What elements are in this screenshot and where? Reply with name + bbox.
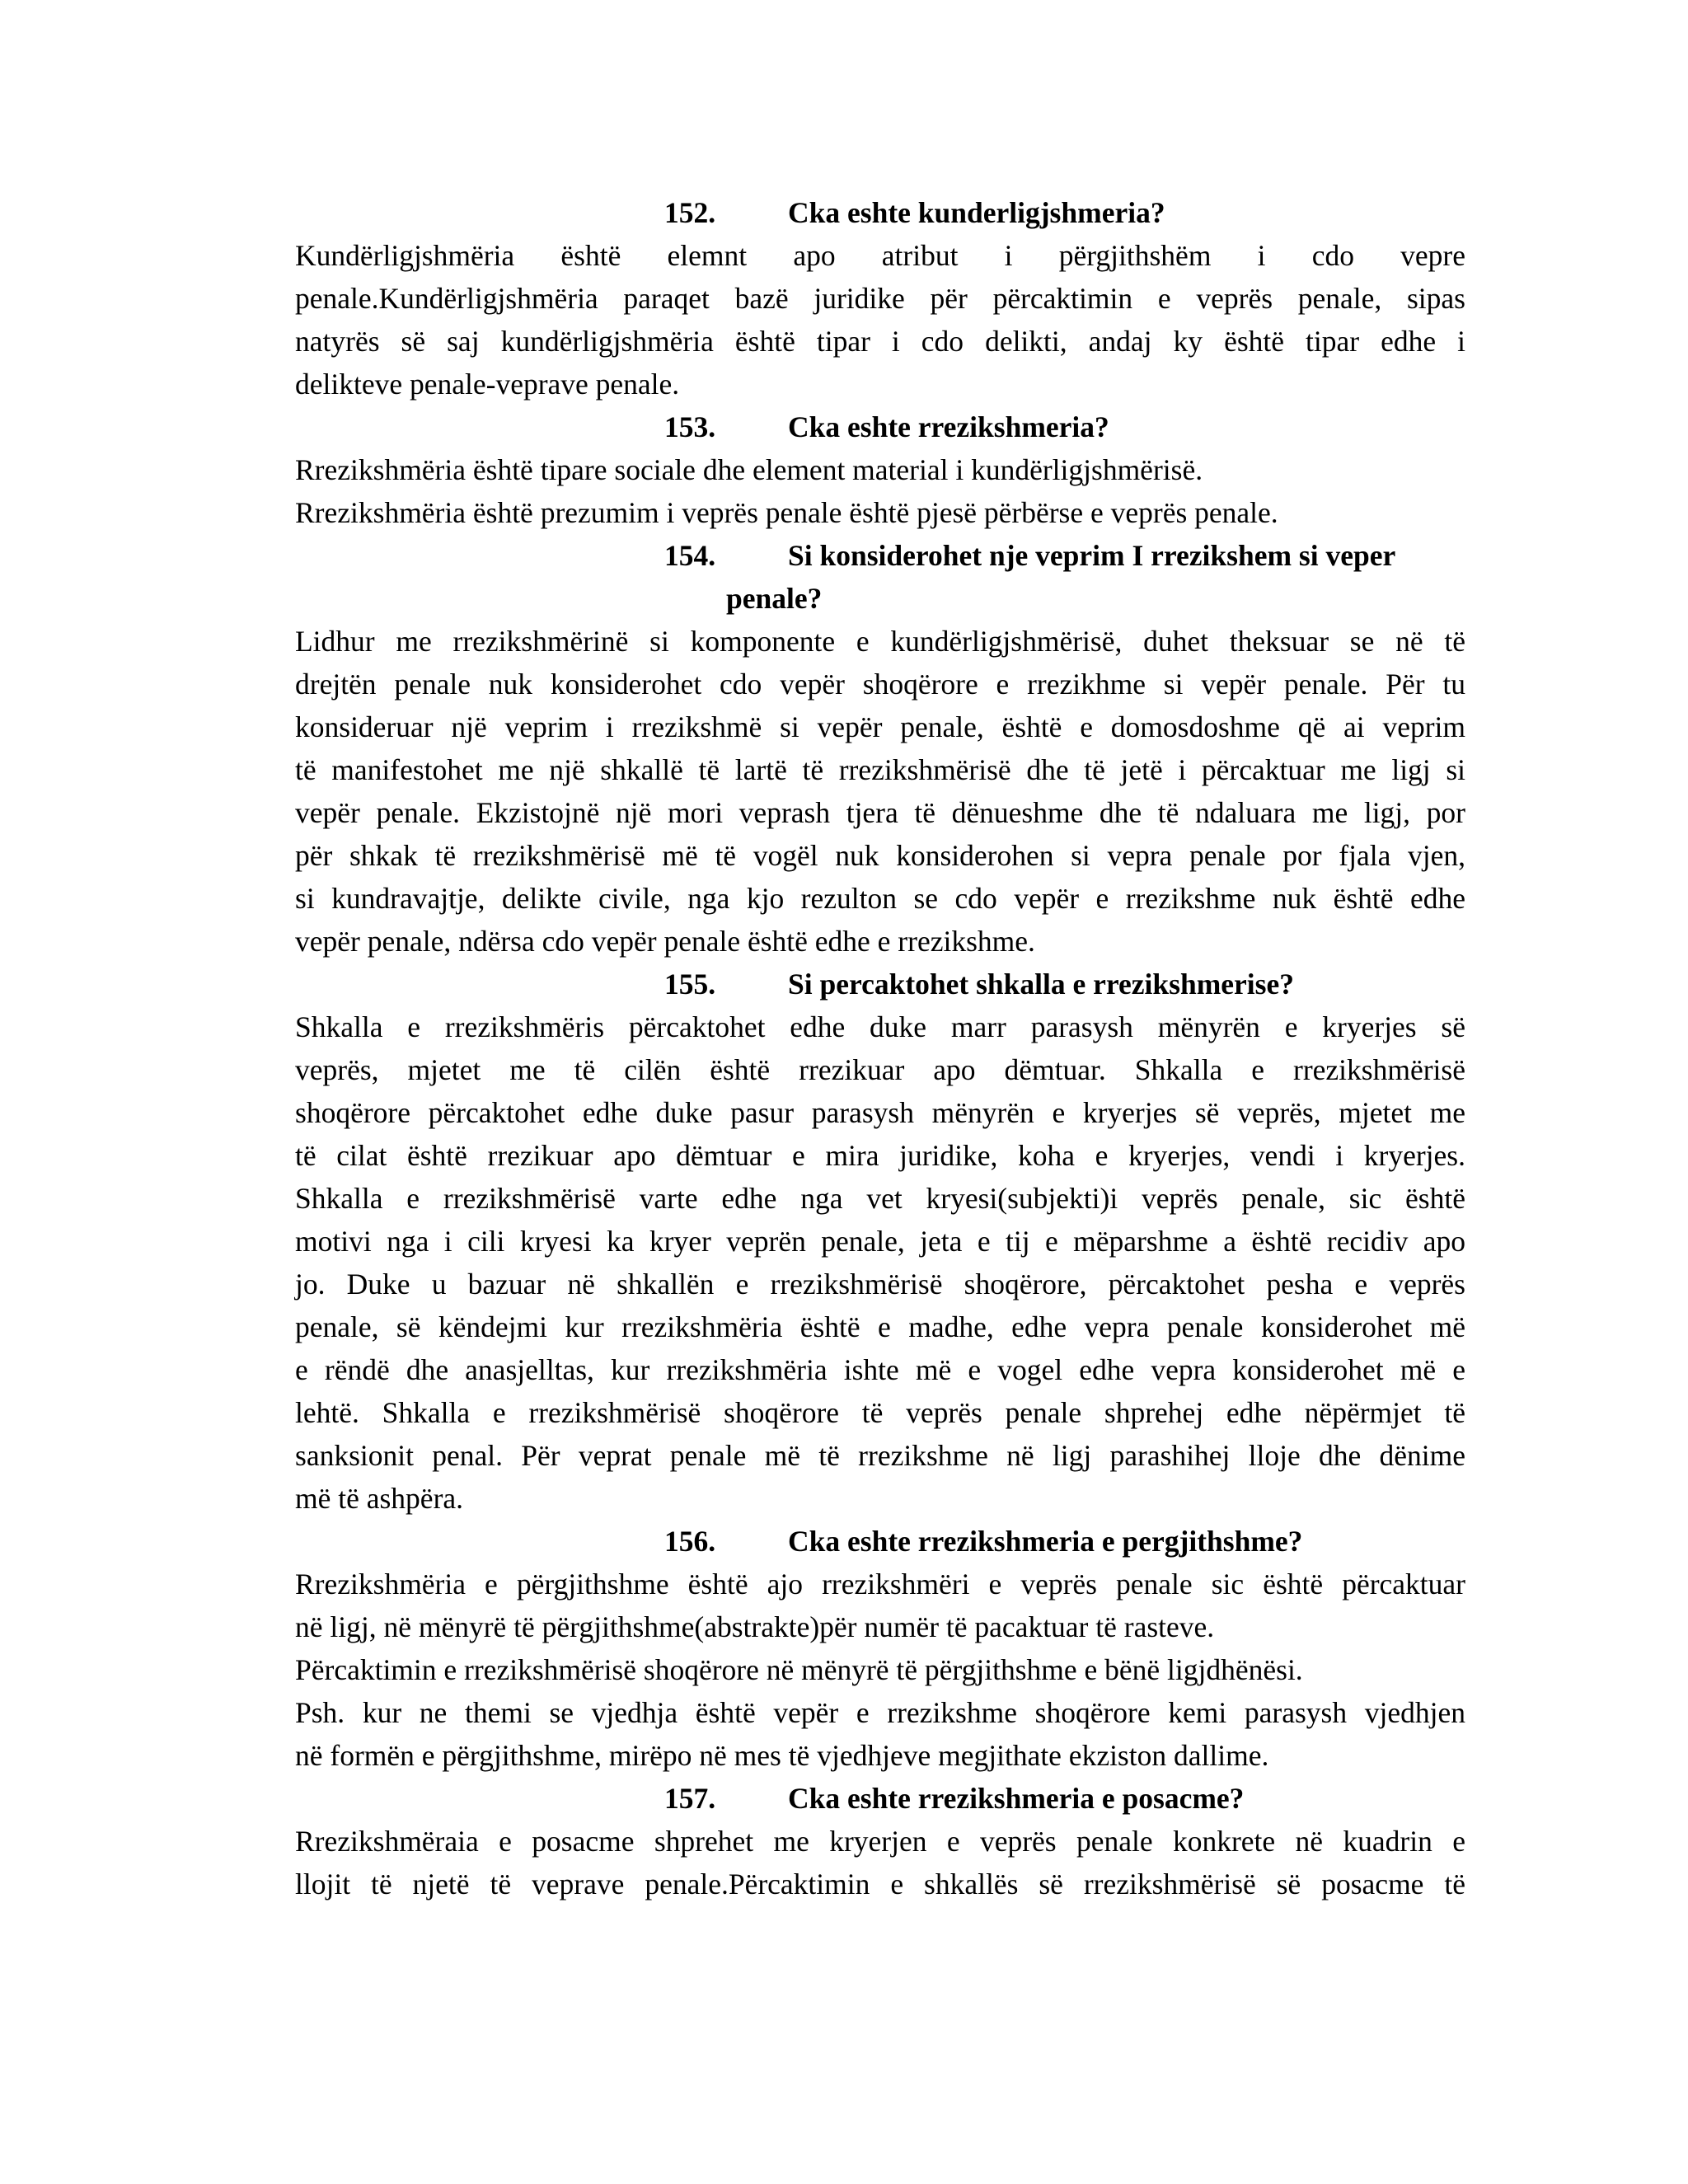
section-title-line: Si konsiderohet nje veprim I rrezikshem si veper [788, 539, 1396, 572]
section-body [295, 620, 1465, 963]
body-line: vepër penale. Ekzistojnë një mori veprash tjera të dënueshme dhe të ndaluara me ligj, por [295, 796, 1465, 829]
section-155 [295, 963, 1465, 1520]
section-title [726, 534, 1396, 620]
body-line: Kundërligjshmëria është elemnt apo atribut i përgjithshëm i cdo vepre [295, 239, 1465, 272]
body-line: në formën e përgjithshme, mirëpo në mes të vjedhjeve megjithate ekziston dallime. [295, 1739, 1269, 1772]
body-line: llojit të njetë të veprave penale.Përcaktimin e shkallës së rrezikshmërisë së posacme të [295, 1868, 1465, 1900]
body-line: shoqërore përcaktohet edhe duke pasur parasysh mënyrën e kryerjes së veprës, mjetet me [295, 1096, 1465, 1129]
section-heading [664, 191, 1465, 234]
section-number: 153. [664, 410, 716, 443]
section-153 [295, 405, 1465, 534]
section-body [295, 234, 1465, 405]
section-152 [295, 191, 1465, 405]
body-line: Përcaktimin e rrezikshmërisë shoqërore në mënyrë të përgjithshme e bënë ligjdhënësi. [295, 1653, 1303, 1686]
body-line: natyrës së saj kundërligjshmëria është tipar i cdo delikti, andaj ky është tipar edhe i [295, 325, 1465, 358]
body-line: motivi nga i cili kryesi ka kryer veprën penale, jeta e tij e mëparshme a është recidiv apo [295, 1225, 1465, 1258]
section-heading [664, 1777, 1465, 1820]
body-line: penale.Kundërligjshmëria paraqet bazë juridike për përcaktimin e veprës penale, sipas [295, 282, 1465, 315]
body-line: Lidhur me rrezikshmërinë si komponente e kundërligjshmërisë, duhet theksuar se në të [295, 625, 1465, 658]
body-line: e rëndë dhe anasjelltas, kur rrezikshmëria ishte më e vogel edhe vepra konsiderohet më e [295, 1353, 1465, 1386]
body-line: për shkak të rrezikshmërisë më të vogël nuk konsiderohen si vepra penale por fjala vjen, [295, 839, 1465, 872]
section-156 [295, 1520, 1465, 1777]
section-heading [664, 534, 1465, 620]
body-line: të manifestohet me një shkallë të lartë të rrezikshmërisë dhe të jetë i përcaktuar me ligj si [295, 753, 1465, 786]
body-line: të cilat është rrezikuar apo dëmtuar e mira juridike, koha e kryerjes, vendi i kryerjes. [295, 1139, 1465, 1172]
body-line: vepër penale, ndërsa cdo vepër penale është edhe e rrezikshme. [295, 925, 1035, 958]
section-title: Cka eshte rrezikshmeria e pergjithshme? [788, 1525, 1303, 1558]
body-line: delikteve penale-veprave penale. [295, 368, 680, 401]
section-heading [664, 405, 1465, 448]
body-line: Psh. kur ne themi se vjedhja është vepër e rrezikshme shoqërore kemi parasysh vjedhjen [295, 1696, 1465, 1729]
section-body [295, 1563, 1465, 1777]
body-line: në ligj, në mënyrë të përgjithshme(abstrakte)për numër të pacaktuar të rasteve. [295, 1610, 1215, 1643]
body-line: Shkalla e rrezikshmëris përcaktohet edhe duke marr parasysh mënyrën e kryerjes së [295, 1010, 1465, 1043]
body-line: drejtën penale nuk konsiderohet cdo vepër shoqërore e rrezikhme si vepër penale. Për tu [295, 668, 1465, 701]
section-title-line: penale? [726, 582, 823, 615]
section-heading [664, 963, 1465, 1005]
body-line: Rrezikshmëria është tipare sociale dhe element material i kundërligjshmërisë. [295, 453, 1203, 486]
body-line: si kundravajtje, delikte civile, nga kjo rezulton se cdo vepër e rrezikshme nuk është edhe [295, 882, 1465, 915]
body-line: Rrezikshmëria është prezumim i veprës penale është pjesë përbërse e veprës penale. [295, 496, 1278, 529]
section-heading [664, 1520, 1465, 1563]
section-title: Cka eshte rrezikshmeria e posacme? [788, 1782, 1245, 1815]
document-page [295, 191, 1465, 1905]
body-line: sanksionit penal. Për veprat penale më të rrezikshme në ligj parashihej lloje dhe dënime [295, 1439, 1465, 1472]
body-line: penale, së këndejmi kur rrezikshmëria është e madhe, edhe vepra penale konsiderohet më [295, 1310, 1465, 1343]
body-line: konsideruar një veprim i rrezikshmë si vepër penale, është e domosdoshme që ai veprim [295, 710, 1465, 743]
body-line: Rrezikshmëraia e posacme shprehet me kryerjen e veprës penale konkrete në kuadrin e [295, 1825, 1465, 1858]
section-body [295, 448, 1465, 534]
section-154 [295, 534, 1465, 963]
section-number: 154. [664, 539, 716, 572]
section-number: 157. [664, 1782, 716, 1815]
section-number: 152. [664, 196, 716, 229]
section-title: Si percaktohet shkalla e rrezikshmerise? [788, 968, 1294, 1001]
section-number: 155. [664, 968, 716, 1001]
body-line: Rrezikshmëria e përgjithshme është ajo rrezikshmëri e veprës penale sic është përcaktuar [295, 1568, 1465, 1601]
body-line: më të ashpëra. [295, 1482, 464, 1515]
body-line: Shkalla e rrezikshmërisë varte edhe nga vet kryesi(subjekti)i veprës penale, sic është [295, 1182, 1465, 1215]
section-title: Cka eshte rrezikshmeria? [788, 410, 1109, 443]
section-body [295, 1820, 1465, 1905]
section-title: Cka eshte kunderligjshmeria? [788, 196, 1165, 229]
section-number: 156. [664, 1525, 716, 1558]
body-line: jo. Duke u bazuar në shkallën e rrezikshmërisë shoqërore, përcaktohet pesha e veprës [295, 1268, 1465, 1301]
body-line: lehtë. Shkalla e rrezikshmërisë shoqërore të veprës penale shprehej edhe nëpërmjet të [295, 1396, 1465, 1429]
body-line: veprës, mjetet me të cilën është rrezikuar apo dëmtuar. Shkalla e rrezikshmërisë [295, 1053, 1465, 1086]
section-157 [295, 1777, 1465, 1905]
section-body [295, 1005, 1465, 1520]
